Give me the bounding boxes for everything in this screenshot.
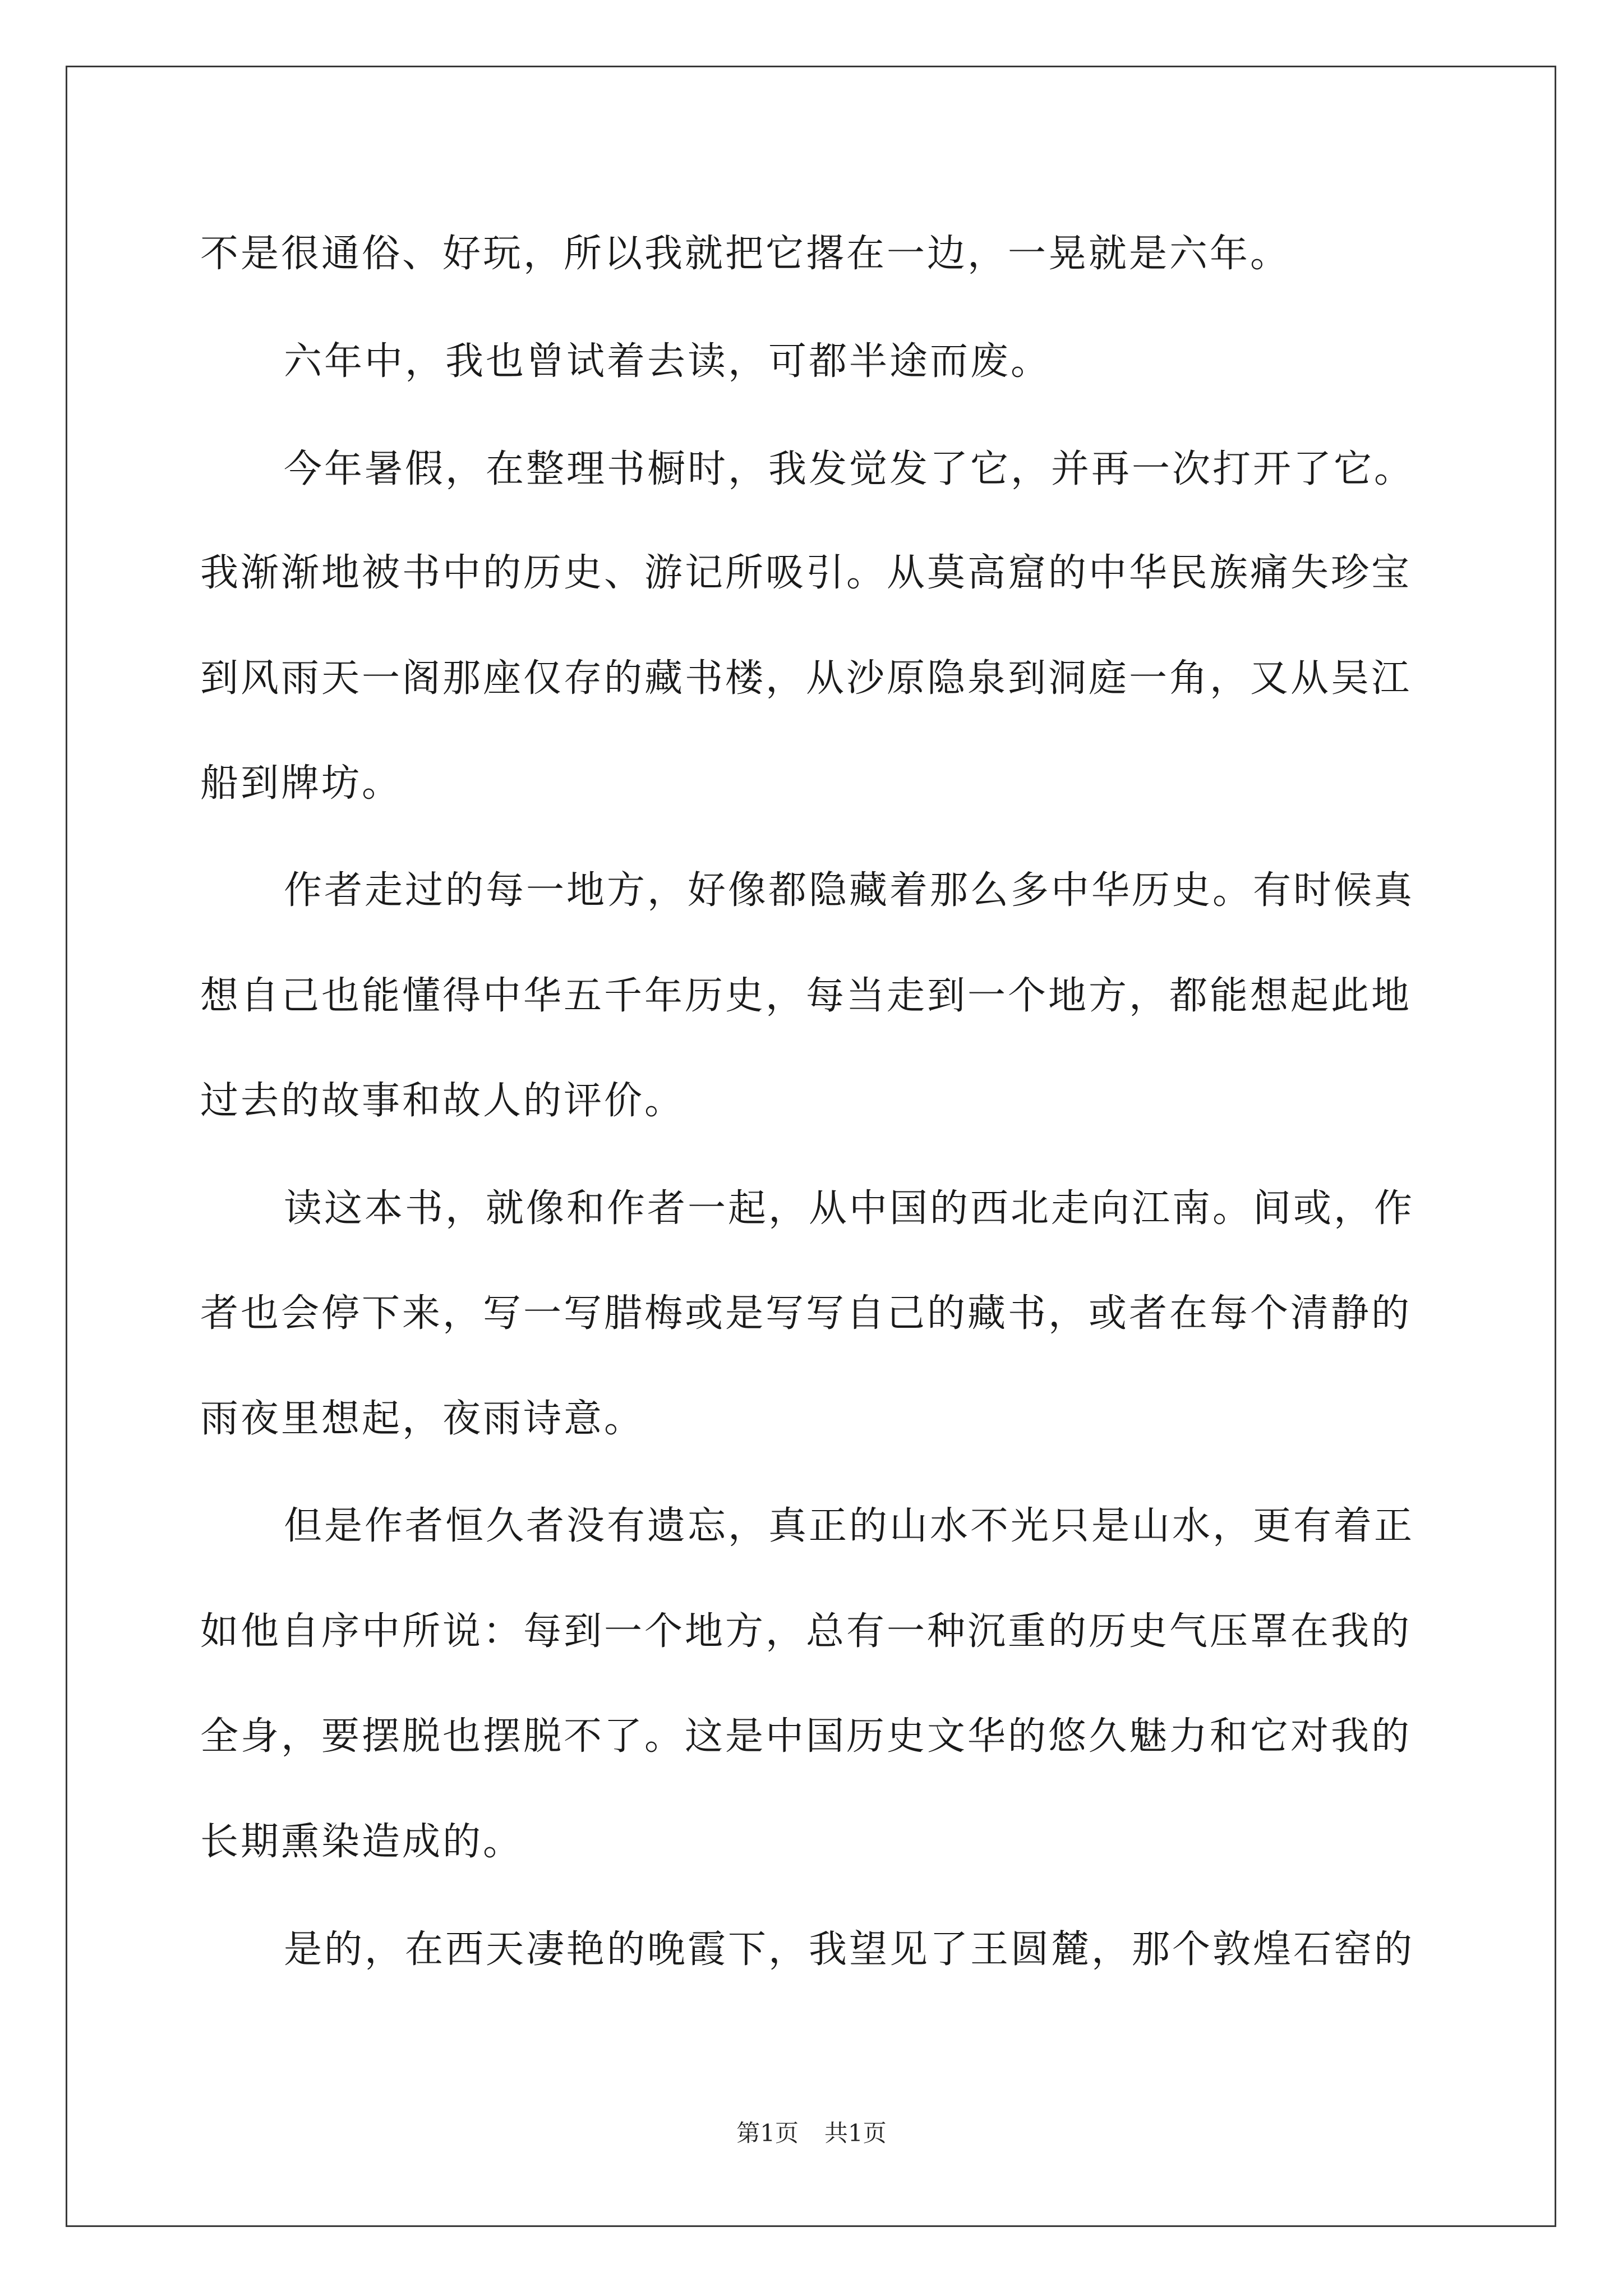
text-line: 全身，要摆脱也摆脱不了。这是中国历史文华的悠久魅力和它对我的 xyxy=(200,1714,1412,1759)
paragraph-first-line: 今年暑假，在整理书橱时，我发觉发了它，并再一次打开了它。 xyxy=(284,447,1415,491)
text-line: 者也会停下来，写一写腊梅或是写写自己的藏书，或者在每个清静的 xyxy=(200,1291,1412,1336)
text-line: 如他自序中所说：每到一个地方，总有一种沉重的历史气压罩在我的 xyxy=(200,1609,1412,1654)
page-total: 共1页 xyxy=(824,2119,887,2147)
page-number: 第1页 xyxy=(736,2119,799,2147)
text-line: 长期熏染造成的。 xyxy=(200,1820,524,1864)
text-line: 不是很通俗、好玩，所以我就把它撂在一边，一晃就是六年。 xyxy=(200,232,1291,276)
text-line: 船到牌坊。 xyxy=(200,761,403,806)
text-line: 雨夜里想起，夜雨诗意。 xyxy=(200,1397,645,1441)
paragraph-first-line: 六年中，我也曾试着去读，可都半途而废。 xyxy=(284,339,1052,384)
text-line: 我渐渐地被书中的历史、游记所吸引。从莫高窟的中华民族痛失珍宝 xyxy=(200,551,1412,595)
page-footer xyxy=(0,2119,1623,2147)
paragraph-first-line: 但是作者恒久者没有遗忘，真正的山水不光只是山水，更有着正 xyxy=(284,1504,1415,1548)
paragraph-first-line: 作者走过的每一地方，好像都隐藏着那么多中华历史。有时候真 xyxy=(284,868,1415,913)
text-line: 到风雨天一阁那座仅存的藏书楼，从沙原隐泉到洞庭一角，又从吴江 xyxy=(200,656,1412,701)
page-border xyxy=(66,66,1556,2227)
paragraph-first-line: 是的，在西天凄艳的晚霞下，我望见了王圆麓，那个敦煌石窑的 xyxy=(284,1927,1415,1972)
text-line: 过去的故事和故人的评价。 xyxy=(200,1079,685,1123)
paragraph-first-line: 读这本书，就像和作者一起，从中国的西北走向江南。间或，作 xyxy=(284,1186,1415,1231)
text-line: 想自己也能懂得中华五千年历史，每当走到一个地方，都能想起此地 xyxy=(200,974,1412,1018)
